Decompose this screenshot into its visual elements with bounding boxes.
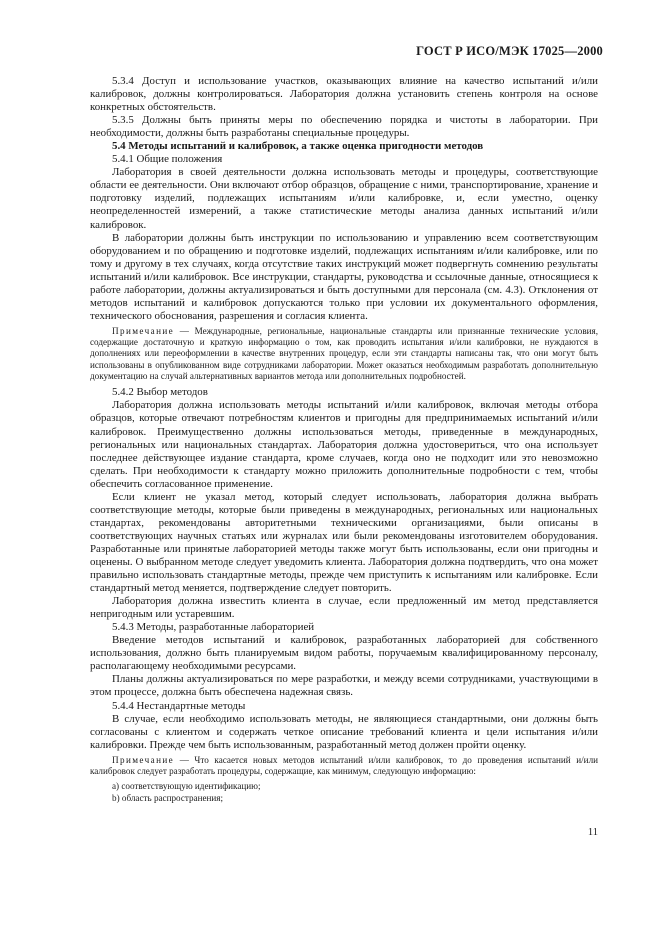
clause-5-3-5: 5.3.5 Должны быть приняты меры по обеспечению порядка и чистоты в лаборатории. При необходимости, должны быть разработаны специальные процедуры. <box>90 114 598 140</box>
paragraph: В случае, если необходимо использовать методы, не являющиеся стандартными, они должны быть согласованы с клиентом и содержать четкое описание требований клиента и цели испытания и/или калибровки. Прежде чем быть использованным, разработанный метод должен пройти оценку. <box>90 712 598 751</box>
paragraph: Введение методов испытаний и калибровок, разработанных лабораторией для собственного использования, должно быть планируемым видом работы, поручаемым квалифицированному персоналу, располагающему необходимыми ресурсами. <box>90 634 598 673</box>
subsection-heading-5-4-1: 5.4.1 Общие положения <box>112 153 223 166</box>
page-number: 11 <box>587 827 598 838</box>
note-text: — Что касается новых методов испытаний и/или калибровок, то до проведения испытаний и/или калибровок следует разработать процедуры, содержащие, как минимум, следующую информацию: <box>90 754 598 776</box>
paragraph: Лаборатория должна известить клиента в случае, если предложенный им метод представляется непригодным или устаревшим. <box>90 595 598 621</box>
document-body <box>90 75 598 804</box>
note <box>90 755 598 778</box>
subsection-heading-5-4-3: 5.4.3 Методы, разработанные лабораторией <box>112 621 315 634</box>
list-item: b) область распространения; <box>112 792 224 803</box>
clause-5-3-4: 5.3.4 Доступ и использование участков, оказывающих влияние на качество испытаний и/или калибровок, должны контролироваться. Лаборатория должна установить степень контроля на основе конкретных обстоятельств. <box>90 75 598 114</box>
paragraph: Лаборатория должна использовать методы испытаний и/или калибровок, включая методы отбора образцов, которые отвечают потребностям клиентов и пригодны для предпринимаемых испытаний и/или калибровок. Преимущественно должны использоваться методы, приведенные в международных, региональных или национальных стандартах. Лаборатория должна удостовериться, что она использует последнее действующее издание стандарта, кроме случаев, когда оно не подходит или это невозможно сделать. При необходимости к стандарту можно приложить дополнительные подробности с тем, чтобы обеспечить согласованное применение. <box>90 399 598 490</box>
subsection-heading-5-4-2: 5.4.2 Выбор методов <box>112 386 208 399</box>
section-heading-5-4: 5.4 Методы испытаний и калибровок, а также оценка пригодности методов <box>112 140 484 153</box>
note-label: Примечание <box>112 754 175 765</box>
paragraph: В лаборатории должны быть инструкции по использованию и управлению всем соответствующим оборудованием и по обращению и подготовке изделий, подлежащих испытаниям и/или калибровке, или по тому и другому в тех случаях, когда отсутствие таких инструкций может подвергнуть сомнению результаты испытаний и/или калибровок. Все инструкции, стандарты, руководства и ссылочные данные, относящиеся к работе лаборатории, должны актуализироваться и быть доступными для персонала (см. 4.3). Отклонения от методов испытаний и калибровок допускаются только при условии их документального оформления, технического обоснования, разрешения и согласия клиента. <box>90 231 598 322</box>
standard-header: ГОСТ Р ИСО/МЭК 17025—2000 <box>416 44 603 58</box>
note-list <box>90 781 598 804</box>
note-label: Примечание <box>112 325 175 336</box>
list-item: a) соответствующую идентификацию; <box>112 781 261 792</box>
subsection-heading-5-4-4: 5.4.4 Нестандартные методы <box>112 699 246 712</box>
note-text: — Международные, региональные, национальные стандарты или признанные технические условия, содержащие достаточную и краткую информацию о том, как проводить испытания и/или калибровки, не нуждаются в дополнениях или переоформлении в качестве внутренних процедур, если эти стандарты написаны так, что они могут быть использованы в опубликованном виде сотрудниками лаборатории. Может оказаться необходимым разработать дополнительную документацию на случай альтернативных вариантов метода или дополнительных подробностей. <box>90 325 598 382</box>
note <box>90 326 598 382</box>
paragraph: Лаборатория в своей деятельности должна использовать методы и процедуры, соответствующие области ее деятельности. Они включают отбор образцов, обращение с ними, транспортирование, хранение и подготовку изделий, подлежащих испытаниям и/или калибровке, и, если уместно, оценку неопределенностей измерений, а также статистические методы анализа данных испытаний и/или калибровок. <box>90 166 598 231</box>
paragraph: Если клиент не указал метод, который следует использовать, лаборатория должна выбрать соответствующие методы, которые были приведены в международных, региональных или национальных стандартах, рекомендованы авторитетными техническими организациями, были описаны в соответствующих научных статьях или журналах или были рекомендованы изготовителем оборудования. Разработанные или принятые лабораторией методы также могут быть использованы, если они пригодны и оценены. О выбранном методе следует уведомить клиента. Лаборатория должна подтвердить, что она может правильно использовать стандартные методы, прежде чем приступить к испытаниям или калибровке. Если стандартный метод меняется, подтверждение следует повторить. <box>90 490 598 595</box>
paragraph: Планы должны актуализироваться по мере разработки, и между всеми сотрудниками, участвующими в этом процессе, должна быть обеспечена надежная связь. <box>90 673 598 699</box>
